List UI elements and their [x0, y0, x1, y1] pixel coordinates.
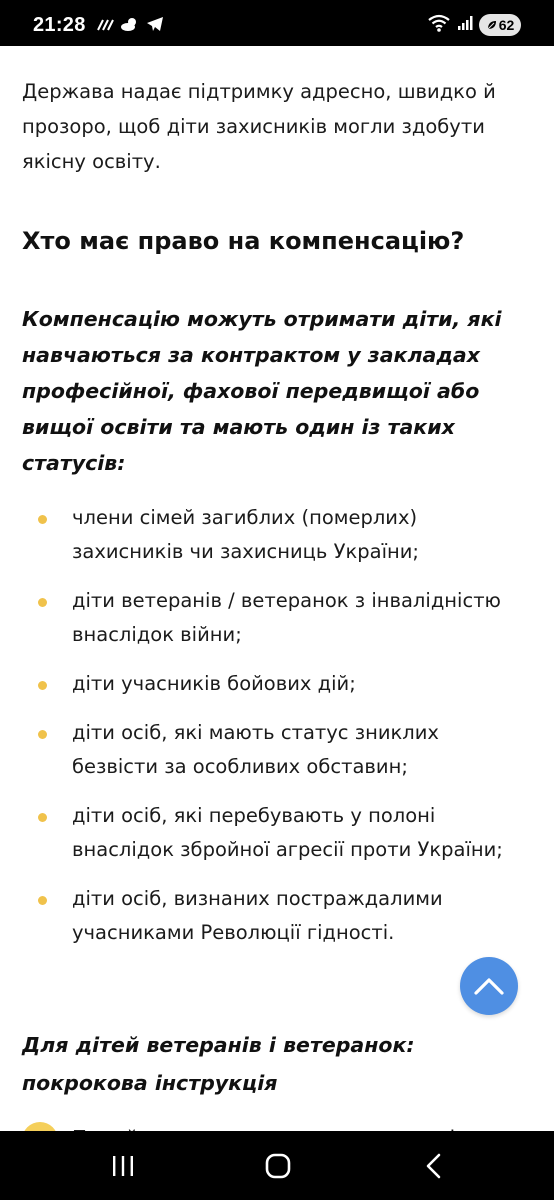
- section-title: Хто має право на компенсацію?: [22, 227, 465, 255]
- bullet-icon: [38, 730, 47, 739]
- bullet-icon: [38, 896, 47, 905]
- bullet-icon: [38, 598, 47, 607]
- status-time: 21:28: [33, 14, 86, 36]
- lead-paragraph: Компенсацію можуть отримати діти, які навчаються за контрактом у закладах професійної, фахової передвищої або вищої освіти та мають один із таких статусів:: [22, 307, 502, 475]
- back-button[interactable]: [417, 1151, 451, 1181]
- list-item: [0, 667, 515, 701]
- home-button[interactable]: [261, 1151, 295, 1181]
- notification-icons: [96, 16, 164, 36]
- list-item: [0, 799, 515, 867]
- status-right: [427, 14, 521, 36]
- navigation-bar: [0, 1131, 554, 1200]
- weather-icon: [120, 16, 140, 36]
- leaf-icon: [486, 19, 498, 31]
- back-icon: [424, 1153, 444, 1179]
- bullet-icon: [38, 813, 47, 822]
- list-item: [0, 882, 515, 950]
- battery-icon: [479, 14, 521, 36]
- wifi-icon: [427, 14, 451, 36]
- list-item-text: діти осіб, які мають статус зниклих безвісти за особливих обставин;: [72, 721, 439, 778]
- list-item-text: діти ветеранів / ветеранок з інвалідністю внаслідок війни;: [72, 589, 501, 646]
- recent-apps-icon: [110, 1154, 136, 1178]
- signal-icon: [457, 15, 473, 35]
- battery-level: 62: [498, 17, 515, 33]
- list-item: [0, 501, 515, 569]
- list-item-text: діти осіб, визнаних постраждалими учасниками Революції гідності.: [72, 887, 443, 944]
- list-item-text: діти учасників бойових дій;: [72, 672, 356, 695]
- status-bar: [0, 0, 554, 46]
- list-item-text: діти осіб, які перебувають у полоні внаслідок збройної агресії проти України;: [72, 804, 503, 861]
- scroll-to-top-button[interactable]: [460, 957, 518, 1015]
- eligibility-list: [0, 501, 554, 950]
- recent-apps-button[interactable]: [106, 1151, 140, 1181]
- home-icon: [264, 1152, 292, 1180]
- list-item: [0, 716, 515, 784]
- chevron-up-icon: [474, 977, 504, 995]
- bullet-icon: [38, 681, 47, 690]
- bullet-icon: [38, 515, 47, 524]
- intro-paragraph: Держава надає підтримку адресно, швидко й прозоро, щоб діти захисників могли здобути якісну освіту.: [22, 80, 496, 173]
- list-item-text: члени сімей загиблих (померлих) захисників чи захисниць України;: [72, 506, 419, 563]
- slash-lines-icon: [96, 17, 114, 36]
- list-item: [0, 584, 515, 652]
- instructions-subtitle: Для дітей ветеранів і ветеранок: покрокова інструкція: [22, 1033, 415, 1095]
- telegram-icon: [146, 16, 164, 36]
